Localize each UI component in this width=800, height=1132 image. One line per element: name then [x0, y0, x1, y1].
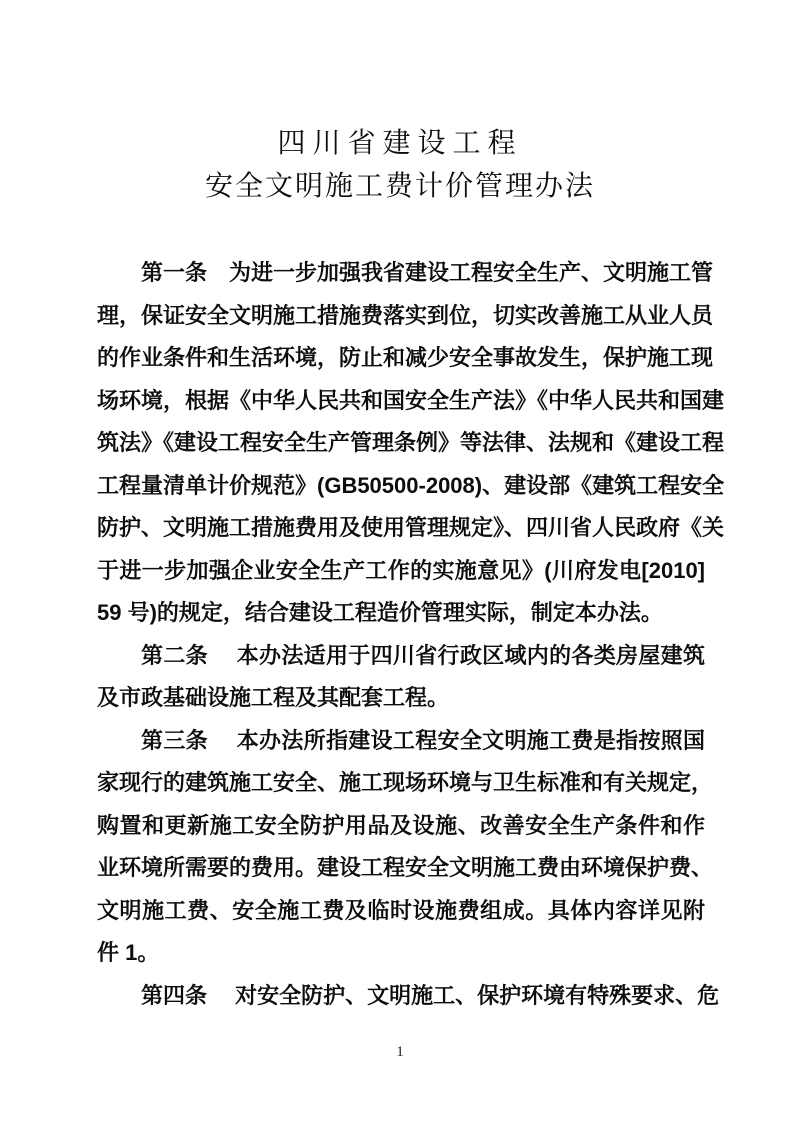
article-3-line-4: 业环境所需要的费用。建设工程安全文明施工费由环境保护费、 — [97, 855, 714, 880]
article-4-line-1: 第四条 对安全防护、文明施工、保护环境有特殊要求、危 — [141, 982, 720, 1008]
article-1-line-2: 理，保证安全文明施工措施费落实到位，切实改善施工从业人员 — [97, 302, 714, 328]
title-line-2: 安全文明施工费计价管理办法 — [204, 171, 595, 202]
article-1-line-4: 场环境，根据《中华人民共和国安全生产法》《中华人民共和国建 — [97, 387, 725, 413]
article-2-line-1: 第二条 本办法适用于四川省行政区域内的各类房屋建筑 — [141, 642, 705, 668]
article-3-line-5: 文明施工费、安全施工费及临时设施费组成。具体内容详见附 — [97, 897, 705, 923]
article-3-line-2: 家现行的建筑施工安全、施工现场环境与卫生标准和有关规定， — [97, 770, 714, 795]
article-3-line-6: 件 1。 — [97, 940, 160, 965]
article-1-line-5: 筑法》《建设工程安全生产管理条例》等法律、法规和《建设工程 — [97, 430, 725, 455]
page-number: 1 — [396, 1044, 404, 1060]
article-1-line-1: 第一条 为进一步加强我省建设工程安全生产、文明施工管 — [141, 260, 714, 285]
document-title — [0, 122, 800, 208]
article-3-line-1: 第三条 本办法所指建设工程安全文明施工费是指按照国 — [141, 727, 705, 753]
article-1-line-3: 的作业条件和生活环境，防止和减少安全事故发生，保护施工现 — [97, 345, 714, 370]
title-line-1: 四川省建设工程 — [277, 128, 523, 159]
article-2-line-2: 及市政基础设施工程及其配套工程。 — [97, 685, 450, 710]
article-1-line-9: 59 号)的规定，结合建设工程造价管理实际，制定本办法。 — [97, 600, 663, 625]
article-1-line-7: 防护、文明施工措施费用及使用管理规定》、四川省人民政府《关 — [97, 515, 725, 540]
document-body — [97, 252, 725, 1017]
article-1-line-6: 工程量清单计价规范》(GB50500-2008)、建设部《建筑工程安全 — [97, 472, 725, 498]
article-3-line-3: 购置和更新施工安全防护用品及设施、改善安全生产条件和作 — [97, 812, 705, 838]
article-1-line-8: 于进一步加强企业安全生产工作的实施意见》(川府发电[2010] — [97, 557, 705, 583]
